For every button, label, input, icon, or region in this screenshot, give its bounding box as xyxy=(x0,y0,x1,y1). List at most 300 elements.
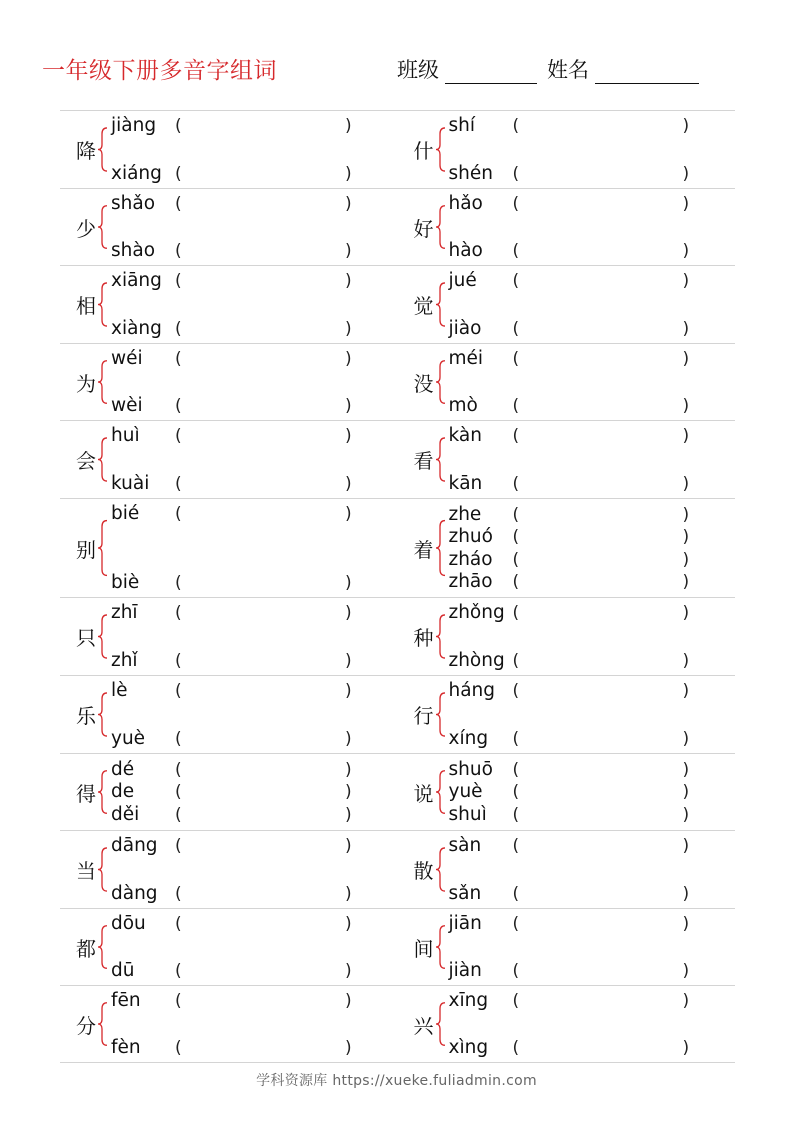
character: 相 xyxy=(76,294,96,318)
readings-list xyxy=(109,499,398,597)
table-row xyxy=(60,598,735,676)
pinyin: xīng xyxy=(448,990,489,1011)
pinyin: huì xyxy=(111,425,140,446)
pinyin: mò xyxy=(448,395,478,416)
character: 乐 xyxy=(76,704,96,728)
answer-blank-close: ) xyxy=(345,759,352,780)
brace-icon xyxy=(435,111,447,188)
character: 好 xyxy=(413,216,434,241)
word-cell xyxy=(398,266,736,343)
readings-list xyxy=(109,676,398,753)
answer-blank-close: ) xyxy=(345,681,352,701)
character: 觉 xyxy=(413,294,434,318)
answer-blank-open[interactable]: ( xyxy=(512,572,520,592)
reading-line xyxy=(447,960,736,982)
pinyin: jué xyxy=(448,270,477,291)
reading-line xyxy=(447,348,736,370)
reading-line xyxy=(447,526,736,549)
answer-blank-close: ) xyxy=(682,164,690,184)
brace-icon xyxy=(97,986,109,1062)
answer-blank-close: ) xyxy=(345,991,352,1011)
word-cell xyxy=(60,111,398,188)
reading-line xyxy=(109,503,398,525)
pinyin: wèi xyxy=(111,395,143,416)
answer-blank-close: ) xyxy=(345,241,352,261)
answer-blank-open[interactable]: ( xyxy=(175,271,182,291)
word-cell xyxy=(60,676,398,753)
reading-line xyxy=(447,270,736,292)
answer-blank-close: ) xyxy=(345,729,352,749)
word-cell xyxy=(60,754,398,830)
answer-blank-close: ) xyxy=(345,961,352,981)
word-cell xyxy=(398,344,736,420)
reading-line xyxy=(447,990,736,1012)
readings-list xyxy=(447,266,736,343)
pinyin: kàn xyxy=(448,425,482,446)
answer-blank-open[interactable]: ( xyxy=(512,651,520,671)
pinyin: jiàng xyxy=(111,115,157,136)
reading-line xyxy=(447,115,736,137)
readings-list xyxy=(109,831,398,908)
pinyin: yuè xyxy=(448,781,483,803)
answer-blank-close: ) xyxy=(682,603,690,623)
answer-blank-close: ) xyxy=(345,603,352,623)
answer-blank-open[interactable]: ( xyxy=(512,116,520,136)
answer-blank-open[interactable]: ( xyxy=(175,729,182,749)
reading-line xyxy=(109,348,398,370)
readings-list xyxy=(447,344,736,420)
reading-line xyxy=(109,473,398,495)
brace-icon xyxy=(97,266,109,343)
answer-blank-close: ) xyxy=(682,426,690,446)
name-label: 姓名 xyxy=(547,58,589,82)
answer-blank-open[interactable]: ( xyxy=(512,271,520,291)
answer-blank-close: ) xyxy=(682,759,690,780)
answer-blank-open[interactable]: ( xyxy=(175,396,182,416)
reading-line xyxy=(109,572,398,594)
pinyin: fèn xyxy=(111,1037,141,1058)
class-label: 班级 xyxy=(397,58,439,82)
reading-line xyxy=(447,680,736,702)
table-row xyxy=(60,986,735,1063)
brace-icon xyxy=(97,831,109,908)
reading-line xyxy=(109,240,398,262)
word-cell xyxy=(60,499,398,597)
answer-blank-close: ) xyxy=(682,349,690,369)
pinyin: zhāo xyxy=(448,571,493,592)
table-row xyxy=(60,676,735,754)
answer-blank-open[interactable]: ( xyxy=(512,527,520,547)
character: 都 xyxy=(76,936,96,961)
character: 别 xyxy=(76,537,96,562)
answer-blank-close: ) xyxy=(682,527,690,547)
answer-blank-open[interactable]: ( xyxy=(175,194,182,214)
page-title: 一年级下册多音字组词 xyxy=(42,58,277,84)
pinyin: shén xyxy=(448,163,493,184)
answer-blank-open[interactable]: ( xyxy=(175,836,182,856)
pinyin: zhī xyxy=(111,602,138,623)
pinyin: yuè xyxy=(111,728,146,749)
answer-blank-close: ) xyxy=(682,884,690,904)
pinyin: hǎo xyxy=(448,193,483,214)
answer-blank-close: ) xyxy=(682,271,690,291)
reading-line xyxy=(109,270,398,292)
answer-blank-open[interactable]: ( xyxy=(512,396,520,416)
pinyin: lè xyxy=(111,680,128,701)
reading-line xyxy=(109,318,398,340)
answer-blank-close: ) xyxy=(682,474,690,494)
answer-blank-close: ) xyxy=(345,573,352,593)
class-blank-line[interactable] xyxy=(445,61,537,84)
character: 兴 xyxy=(413,1013,434,1038)
brace-icon xyxy=(97,344,109,420)
answer-blank-close: ) xyxy=(345,782,352,803)
reading-line xyxy=(109,1037,398,1059)
answer-blank-open[interactable]: ( xyxy=(512,914,520,934)
reading-line xyxy=(109,680,398,702)
character: 分 xyxy=(76,1013,96,1038)
character: 种 xyxy=(413,626,434,650)
readings-list xyxy=(109,598,398,675)
answer-blank-close: ) xyxy=(682,549,690,570)
word-cell xyxy=(60,189,398,265)
reading-line xyxy=(447,504,736,527)
readings-list xyxy=(447,909,736,985)
name-blank-line[interactable] xyxy=(595,61,699,84)
answer-blank-close: ) xyxy=(682,914,690,934)
answer-blank-open[interactable]: ( xyxy=(175,603,182,623)
reading-line xyxy=(447,473,736,495)
answer-blank-close: ) xyxy=(345,396,352,416)
character: 没 xyxy=(413,371,434,396)
reading-line xyxy=(109,883,398,905)
pinyin: shuì xyxy=(448,803,487,825)
answer-blank-open[interactable]: ( xyxy=(175,884,182,904)
answer-blank-close: ) xyxy=(682,729,690,749)
word-cell xyxy=(60,909,398,985)
word-cell xyxy=(60,986,398,1062)
answer-blank-open[interactable]: ( xyxy=(175,991,182,1011)
pinyin: shí xyxy=(448,115,476,136)
pinyin: sǎn xyxy=(448,883,482,904)
pinyin: jiào xyxy=(448,318,482,339)
pinyin: xiàng xyxy=(111,318,162,339)
readings-list xyxy=(109,111,398,188)
answer-blank-close: ) xyxy=(682,1038,690,1058)
pinyin: dāng xyxy=(111,835,158,856)
reading-line xyxy=(109,913,398,935)
pinyin: kuài xyxy=(111,473,150,494)
brace-icon xyxy=(435,676,447,753)
answer-blank-open[interactable]: ( xyxy=(175,759,182,780)
answer-blank-close: ) xyxy=(345,474,352,494)
pinyin: zháo xyxy=(448,548,493,570)
reading-line xyxy=(109,781,398,804)
answer-blank-close: ) xyxy=(682,991,690,1011)
reading-line xyxy=(109,395,398,417)
reading-line xyxy=(447,728,736,750)
brace-icon xyxy=(435,344,447,420)
word-cell xyxy=(60,266,398,343)
answer-blank-open[interactable]: ( xyxy=(175,681,182,701)
pinyin: jiān xyxy=(448,913,482,934)
answer-blank-open[interactable]: ( xyxy=(175,651,182,671)
reading-line xyxy=(109,960,398,982)
readings-list xyxy=(447,831,736,908)
pinyin: zhǒng xyxy=(448,602,505,623)
answer-blank-open[interactable]: ( xyxy=(512,319,520,339)
pinyin: dū xyxy=(111,960,135,981)
pinyin: dàng xyxy=(111,883,158,904)
reading-line xyxy=(447,571,736,594)
pinyin: xiāng xyxy=(111,270,162,291)
pinyin: fēn xyxy=(111,990,141,1011)
answer-blank-open[interactable]: ( xyxy=(512,164,520,184)
answer-blank-open[interactable]: ( xyxy=(175,349,182,369)
character: 行 xyxy=(413,704,434,728)
reading-line xyxy=(109,759,398,782)
readings-list xyxy=(447,598,736,675)
pinyin: dé xyxy=(111,758,135,780)
reading-line xyxy=(447,835,736,857)
answer-blank-close: ) xyxy=(682,681,690,701)
pinyin: děi xyxy=(111,803,140,825)
readings-list xyxy=(447,754,736,830)
pinyin: hào xyxy=(448,240,483,261)
character: 少 xyxy=(76,216,96,241)
answer-blank-open[interactable]: ( xyxy=(512,603,520,623)
pinyin: shuō xyxy=(448,758,493,780)
answer-blank-open[interactable]: ( xyxy=(175,782,182,803)
pinyin: bié xyxy=(111,503,140,524)
answer-blank-close: ) xyxy=(345,116,352,136)
pinyin: sàn xyxy=(448,835,482,856)
brace-icon xyxy=(97,598,109,675)
answer-blank-open[interactable]: ( xyxy=(512,241,520,261)
answer-blank-open[interactable]: ( xyxy=(175,241,182,261)
pinyin: xìng xyxy=(448,1037,489,1058)
answer-blank-close: ) xyxy=(345,884,352,904)
answer-blank-close: ) xyxy=(682,961,690,981)
readings-list xyxy=(447,421,736,498)
word-cell xyxy=(398,831,736,908)
brace-icon xyxy=(97,111,109,188)
word-cell xyxy=(398,754,736,830)
word-cell xyxy=(398,499,736,597)
brace-icon xyxy=(97,754,109,830)
answer-blank-open[interactable]: ( xyxy=(175,164,182,184)
answer-blank-open[interactable]: ( xyxy=(175,914,182,934)
brace-icon xyxy=(97,189,109,265)
pinyin: zhǐ xyxy=(111,650,138,671)
brace-icon xyxy=(435,266,447,343)
pinyin: biè xyxy=(111,572,140,593)
pinyin: zhòng xyxy=(448,650,505,671)
character: 间 xyxy=(413,936,434,961)
character: 散 xyxy=(413,859,434,883)
pinyin: zhuó xyxy=(448,526,493,547)
reading-line xyxy=(109,728,398,750)
readings-list xyxy=(109,909,398,985)
answer-blank-open[interactable]: ( xyxy=(512,549,520,570)
table-row xyxy=(60,421,735,499)
reading-line xyxy=(447,395,736,417)
answer-blank-open[interactable]: ( xyxy=(175,804,182,825)
answer-blank-close: ) xyxy=(682,194,690,214)
polyphone-table xyxy=(60,110,735,1063)
readings-list xyxy=(109,266,398,343)
table-row xyxy=(60,754,735,831)
word-cell xyxy=(60,831,398,908)
readings-list xyxy=(109,421,398,498)
word-cell xyxy=(398,986,736,1062)
table-row xyxy=(60,499,735,598)
answer-blank-open[interactable]: ( xyxy=(512,1038,520,1058)
answer-blank-open[interactable]: ( xyxy=(512,804,520,825)
answer-blank-close: ) xyxy=(345,1038,352,1058)
answer-blank-close: ) xyxy=(345,164,352,184)
word-cell xyxy=(60,421,398,498)
brace-icon xyxy=(435,598,447,675)
table-row xyxy=(60,111,735,189)
reading-line xyxy=(109,804,398,827)
name-field xyxy=(547,54,699,84)
brace-icon xyxy=(97,909,109,985)
readings-list xyxy=(447,986,736,1062)
reading-line xyxy=(109,990,398,1012)
answer-blank-open[interactable]: ( xyxy=(512,474,520,494)
reading-line xyxy=(109,650,398,672)
answer-blank-close: ) xyxy=(682,241,690,261)
pinyin: kān xyxy=(448,473,483,494)
answer-blank-open[interactable]: ( xyxy=(512,504,520,525)
reading-line xyxy=(109,163,398,185)
pinyin: háng xyxy=(448,680,496,701)
readings-list xyxy=(447,676,736,753)
pinyin: de xyxy=(111,781,135,803)
reading-line xyxy=(447,549,736,572)
word-cell xyxy=(398,111,736,188)
answer-blank-close: ) xyxy=(682,804,690,825)
pinyin: xiáng xyxy=(111,163,162,184)
readings-list xyxy=(109,754,398,830)
word-cell xyxy=(398,909,736,985)
character: 降 xyxy=(76,139,96,163)
table-row xyxy=(60,831,735,909)
brace-icon xyxy=(97,421,109,498)
answer-blank-close: ) xyxy=(682,504,690,525)
answer-blank-close: ) xyxy=(345,651,352,671)
readings-list xyxy=(447,111,736,188)
answer-blank-open[interactable]: ( xyxy=(512,836,520,856)
answer-blank-open[interactable]: ( xyxy=(175,1038,182,1058)
brace-icon xyxy=(435,909,447,985)
answer-blank-close: ) xyxy=(345,504,352,524)
answer-blank-close: ) xyxy=(345,804,352,825)
reading-line xyxy=(447,804,736,827)
word-cell xyxy=(398,676,736,753)
pinyin: shǎo xyxy=(111,193,156,214)
answer-blank-open[interactable]: ( xyxy=(175,474,182,494)
character: 说 xyxy=(413,781,434,806)
answer-blank-open[interactable]: ( xyxy=(512,681,520,701)
answer-blank-open[interactable]: ( xyxy=(512,729,520,749)
table-row xyxy=(60,266,735,344)
answer-blank-close: ) xyxy=(682,651,690,671)
reading-line xyxy=(447,1037,736,1059)
reading-line xyxy=(109,115,398,137)
pinyin: méi xyxy=(448,348,484,369)
answer-blank-close: ) xyxy=(345,836,352,856)
pinyin: wéi xyxy=(111,348,143,369)
answer-blank-open[interactable]: ( xyxy=(175,961,182,981)
brace-icon xyxy=(435,986,447,1062)
pinyin: jiàn xyxy=(448,960,482,981)
answer-blank-open[interactable]: ( xyxy=(512,194,520,214)
answer-blank-open[interactable]: ( xyxy=(512,759,520,780)
reading-line xyxy=(447,425,736,447)
brace-icon xyxy=(435,499,447,597)
answer-blank-open[interactable]: ( xyxy=(512,426,520,446)
answer-blank-close: ) xyxy=(345,319,352,339)
answer-blank-close: ) xyxy=(345,914,352,934)
answer-blank-open[interactable]: ( xyxy=(175,319,182,339)
readings-list xyxy=(447,499,736,597)
reading-line xyxy=(447,163,736,185)
word-cell xyxy=(60,598,398,675)
word-cell xyxy=(60,344,398,420)
answer-blank-close: ) xyxy=(682,836,690,856)
pinyin: xíng xyxy=(448,728,489,749)
answer-blank-open[interactable]: ( xyxy=(512,961,520,981)
answer-blank-open[interactable]: ( xyxy=(512,349,520,369)
answer-blank-open[interactable]: ( xyxy=(512,884,520,904)
readings-list xyxy=(447,189,736,265)
reading-line xyxy=(447,240,736,262)
answer-blank-open[interactable]: ( xyxy=(175,426,182,446)
table-row xyxy=(60,189,735,266)
reading-line xyxy=(447,602,736,624)
table-row xyxy=(60,909,735,986)
reading-line xyxy=(447,193,736,215)
answer-blank-open[interactable]: ( xyxy=(175,116,182,136)
brace-icon xyxy=(435,189,447,265)
brace-icon xyxy=(97,499,109,597)
character: 为 xyxy=(76,371,96,396)
character: 着 xyxy=(413,537,434,562)
reading-line xyxy=(447,759,736,782)
table-row xyxy=(60,344,735,421)
pinyin: shào xyxy=(111,240,156,261)
reading-line xyxy=(109,193,398,215)
pinyin: zhe xyxy=(448,503,482,525)
reading-line xyxy=(447,913,736,935)
character: 什 xyxy=(413,139,434,163)
answer-blank-close: ) xyxy=(682,782,690,803)
answer-blank-open[interactable]: ( xyxy=(175,504,182,524)
footer-text: 学科资源库 https://xueke.fuliadmin.com xyxy=(256,1073,537,1089)
answer-blank-close: ) xyxy=(682,396,690,416)
brace-icon xyxy=(435,831,447,908)
answer-blank-open[interactable]: ( xyxy=(512,991,520,1011)
answer-blank-open[interactable]: ( xyxy=(512,782,520,803)
character: 只 xyxy=(76,626,96,650)
reading-line xyxy=(447,318,736,340)
answer-blank-open[interactable]: ( xyxy=(175,573,182,593)
word-cell xyxy=(398,421,736,498)
reading-line xyxy=(109,425,398,447)
word-cell xyxy=(398,189,736,265)
